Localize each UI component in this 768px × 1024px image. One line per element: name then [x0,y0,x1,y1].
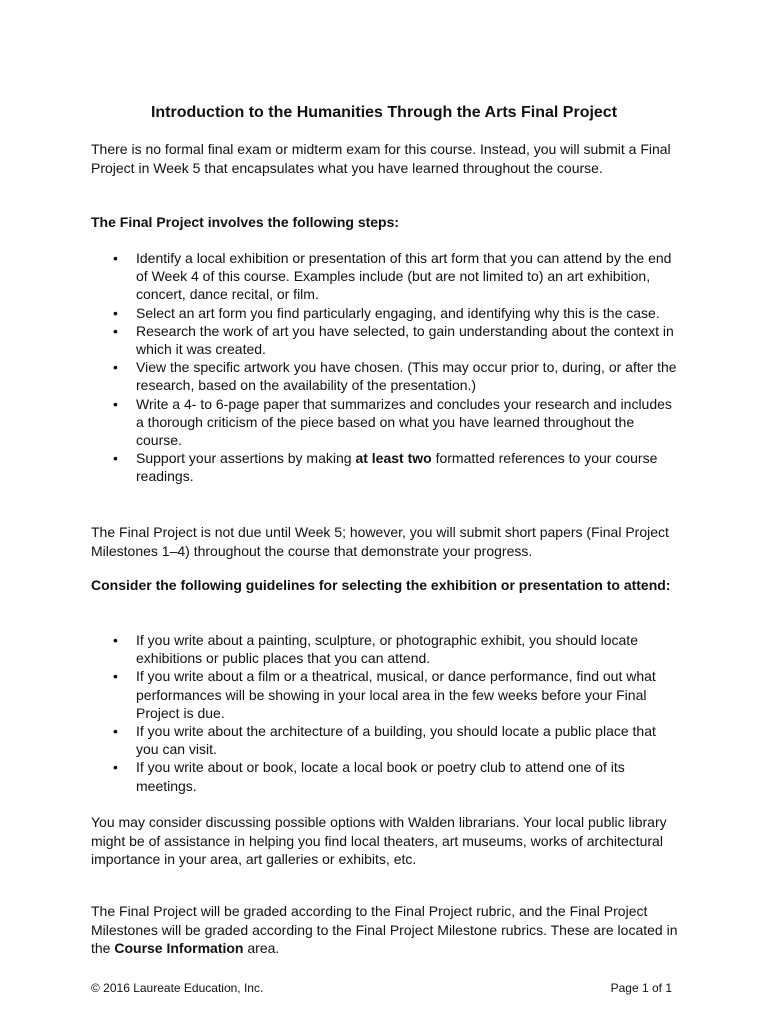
bullet-icon: • [113,395,118,412]
list-item: • Support your assertions by making at least two formatted references to your course readings. [113,450,658,485]
document-title: Introduction to the Humanities Through the Arts Final Project [150,104,618,121]
guidelines-heading: Consider the following guidelines for selecting the exhibition or presentation to attend: [91,577,671,593]
guidelines-list [91,631,681,795]
list-item: • Select an art form you find particularly engaging, and identifying why this is the case. [113,304,660,321]
list-item: • If you write about the architecture of a building, you should locate a public place that you can visit. [113,723,656,758]
milestones-paragraph: The Final Project is not due until Week 5; however, you will submit short papers (Final Project Milestones 1–4) throughout the course that demonstrate your progress. [91,524,669,559]
list-item: • Identify a local exhibition or presentation of this art form that you can attend by the end of Week 4 of this course. Examples include (but are not limited to) an art exhibition, concert, dance recital, or film. [113,250,672,303]
bullet-icon: • [113,359,118,376]
list-item: • Research the work of art you have selected, to gain understanding about the context in which it was created. [113,322,674,358]
grading-paragraph: The Final Project will be graded according to the Final Project rubric, and the Final Project Milestones will be graded according to the Final Project Milestone rubrics. These are located in the Course Information area. [91,903,678,956]
bullet-icon: • [113,759,118,776]
bullet-icon: • [113,304,118,321]
list-item: • If you write about a film or a theatrical, musical, or dance performance, find out what performances will be showing in your local area in the few weeks before your Final Project is due. [113,668,656,721]
bullet-icon: • [113,450,118,467]
bullet-icon: • [113,668,118,685]
librarians-paragraph: You may consider discussing possible options with Walden librarians. Your local public library might be of assistance in helping you find local theaters, art museums, works of architectural importance in your area, art galleries or exhibits, etc. [91,814,667,867]
list-item: • View the specific artwork you have chosen. (This may occur prior to, during, or after the research, based on the availability of the presentation.) [113,359,677,394]
bullet-icon: • [113,322,118,339]
list-item: • If you write about a painting, sculpture, or photographic exhibit, you should locate exhibitions or public places that you can attend. [113,632,638,667]
steps-heading: The Final Project involves the following steps: [91,214,400,230]
page-number: Page 1 of 1 [610,981,672,995]
intro-paragraph: There is no formal final exam or midterm exam for this course. Instead, you will submit a Final Project in Week 5 that encapsulates what you have learned throughout the course. [91,141,671,176]
bullet-icon: • [113,723,118,740]
list-item: • If you write about or book, locate a local book or poetry club to attend one of its meetings. [113,759,625,794]
list-item: • Write a 4- to 6-page paper that summarizes and concludes your research and includes a thorough criticism of the piece based on what you have learned throughout the course. [113,395,672,449]
bullet-icon: • [113,250,118,266]
course-information-bold: Course Information [114,940,244,956]
emphasis-text: at least two [355,450,432,467]
copyright-footer: © 2016 Laureate Education, Inc. [91,981,264,995]
steps-list [91,249,681,486]
bullet-icon: • [113,632,118,648]
